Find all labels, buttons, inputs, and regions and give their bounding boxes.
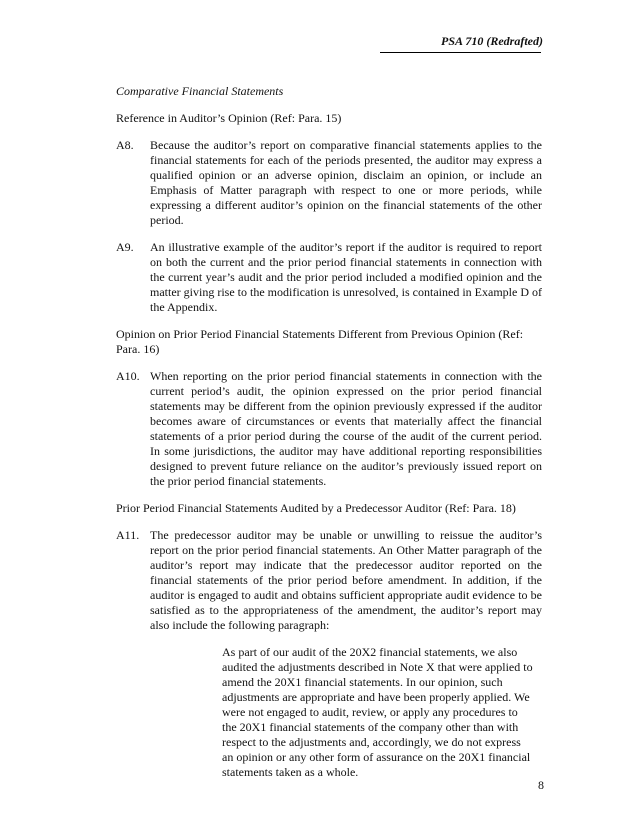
subheading-reference: Reference in Auditor’s Opinion (Ref: Para. 15)	[116, 111, 342, 125]
paragraph-a9	[116, 240, 542, 315]
paragraph-a10	[116, 369, 542, 489]
page-content	[116, 84, 542, 792]
paragraph-number: A11.	[116, 528, 140, 542]
paragraph-number: A8.	[116, 138, 134, 152]
illustrative-paragraph-quote: As part of our audit of the 20X2 financial statements, we also audited the adjustments described in Note X that were applied to amend the 20X1 financial statements. In our opinion, such adjustments are appropriate and have been properly applied. We were not engaged to audit, review, or apply any procedures to the 20X1 financial statements of the company other than with respect to the adjustments and, accordingly, we do not express an opinion or any other form of assurance on the 20X1 financial statements taken as a whole.	[222, 645, 533, 779]
paragraph-text: The predecessor auditor may be unable or unwilling to reissue the auditor’s report on the prior period financial statements. An Other Matter paragraph of the auditor’s report may indicate that the predecessor auditor reported on the financial statements of the prior period before amendment. In addition, if the auditor is engaged to audit and obtains sufficient appropriate audit evidence to be satisfied as to the appropriateness of the amendment, the auditor’s report may also include the following paragraph:	[150, 528, 542, 632]
paragraph-a11	[116, 528, 542, 780]
page-header: PSA 710 (Redrafted)	[441, 34, 543, 48]
paragraph-text: When reporting on the prior period financial statements in connection with the current period’s audit, the opinion expressed on the prior period financial statements may be different from the opinion previously expressed if the auditor becomes aware of circumstances or events that materially affect the financial statements of a prior period during the course of the audit of the current period. In some jurisdictions, the auditor may have additional reporting responsibilities designed to prevent future reliance on the auditor’s previously issued report on the prior period financial statements.	[150, 369, 542, 488]
subheading-predecessor-auditor: Prior Period Financial Statements Audited by a Predecessor Auditor (Ref: Para. 18)	[116, 501, 516, 515]
paragraph-a8	[116, 138, 542, 228]
page-number: 8	[538, 778, 544, 792]
paragraph-number: A10.	[116, 369, 140, 383]
paragraph-text: Because the auditor’s report on comparative financial statements applies to the financial statements for each of the periods presented, the auditor may express a qualified opinion or an adverse opinion, disclaim an opinion, or include an Emphasis of Matter paragraph with respect to one or more periods, while expressing a different auditor’s opinion on the financial statements of the other period.	[150, 138, 542, 227]
section-title: Comparative Financial Statements	[116, 84, 284, 98]
paragraph-text: An illustrative example of the auditor’s report if the auditor is required to report on both the current and the prior period financial statements in connection with the current year’s audit and the prior period included a modified opinion and the matter giving rise to the modification is unresolved, is contained in Example D of the Appendix.	[150, 240, 542, 314]
paragraph-number: A9.	[116, 240, 134, 254]
subheading-opinion-prior-period: Opinion on Prior Period Financial Statements Different from Previous Opinion (Ref: Para. 16)	[116, 327, 524, 356]
header-rule	[380, 52, 541, 53]
